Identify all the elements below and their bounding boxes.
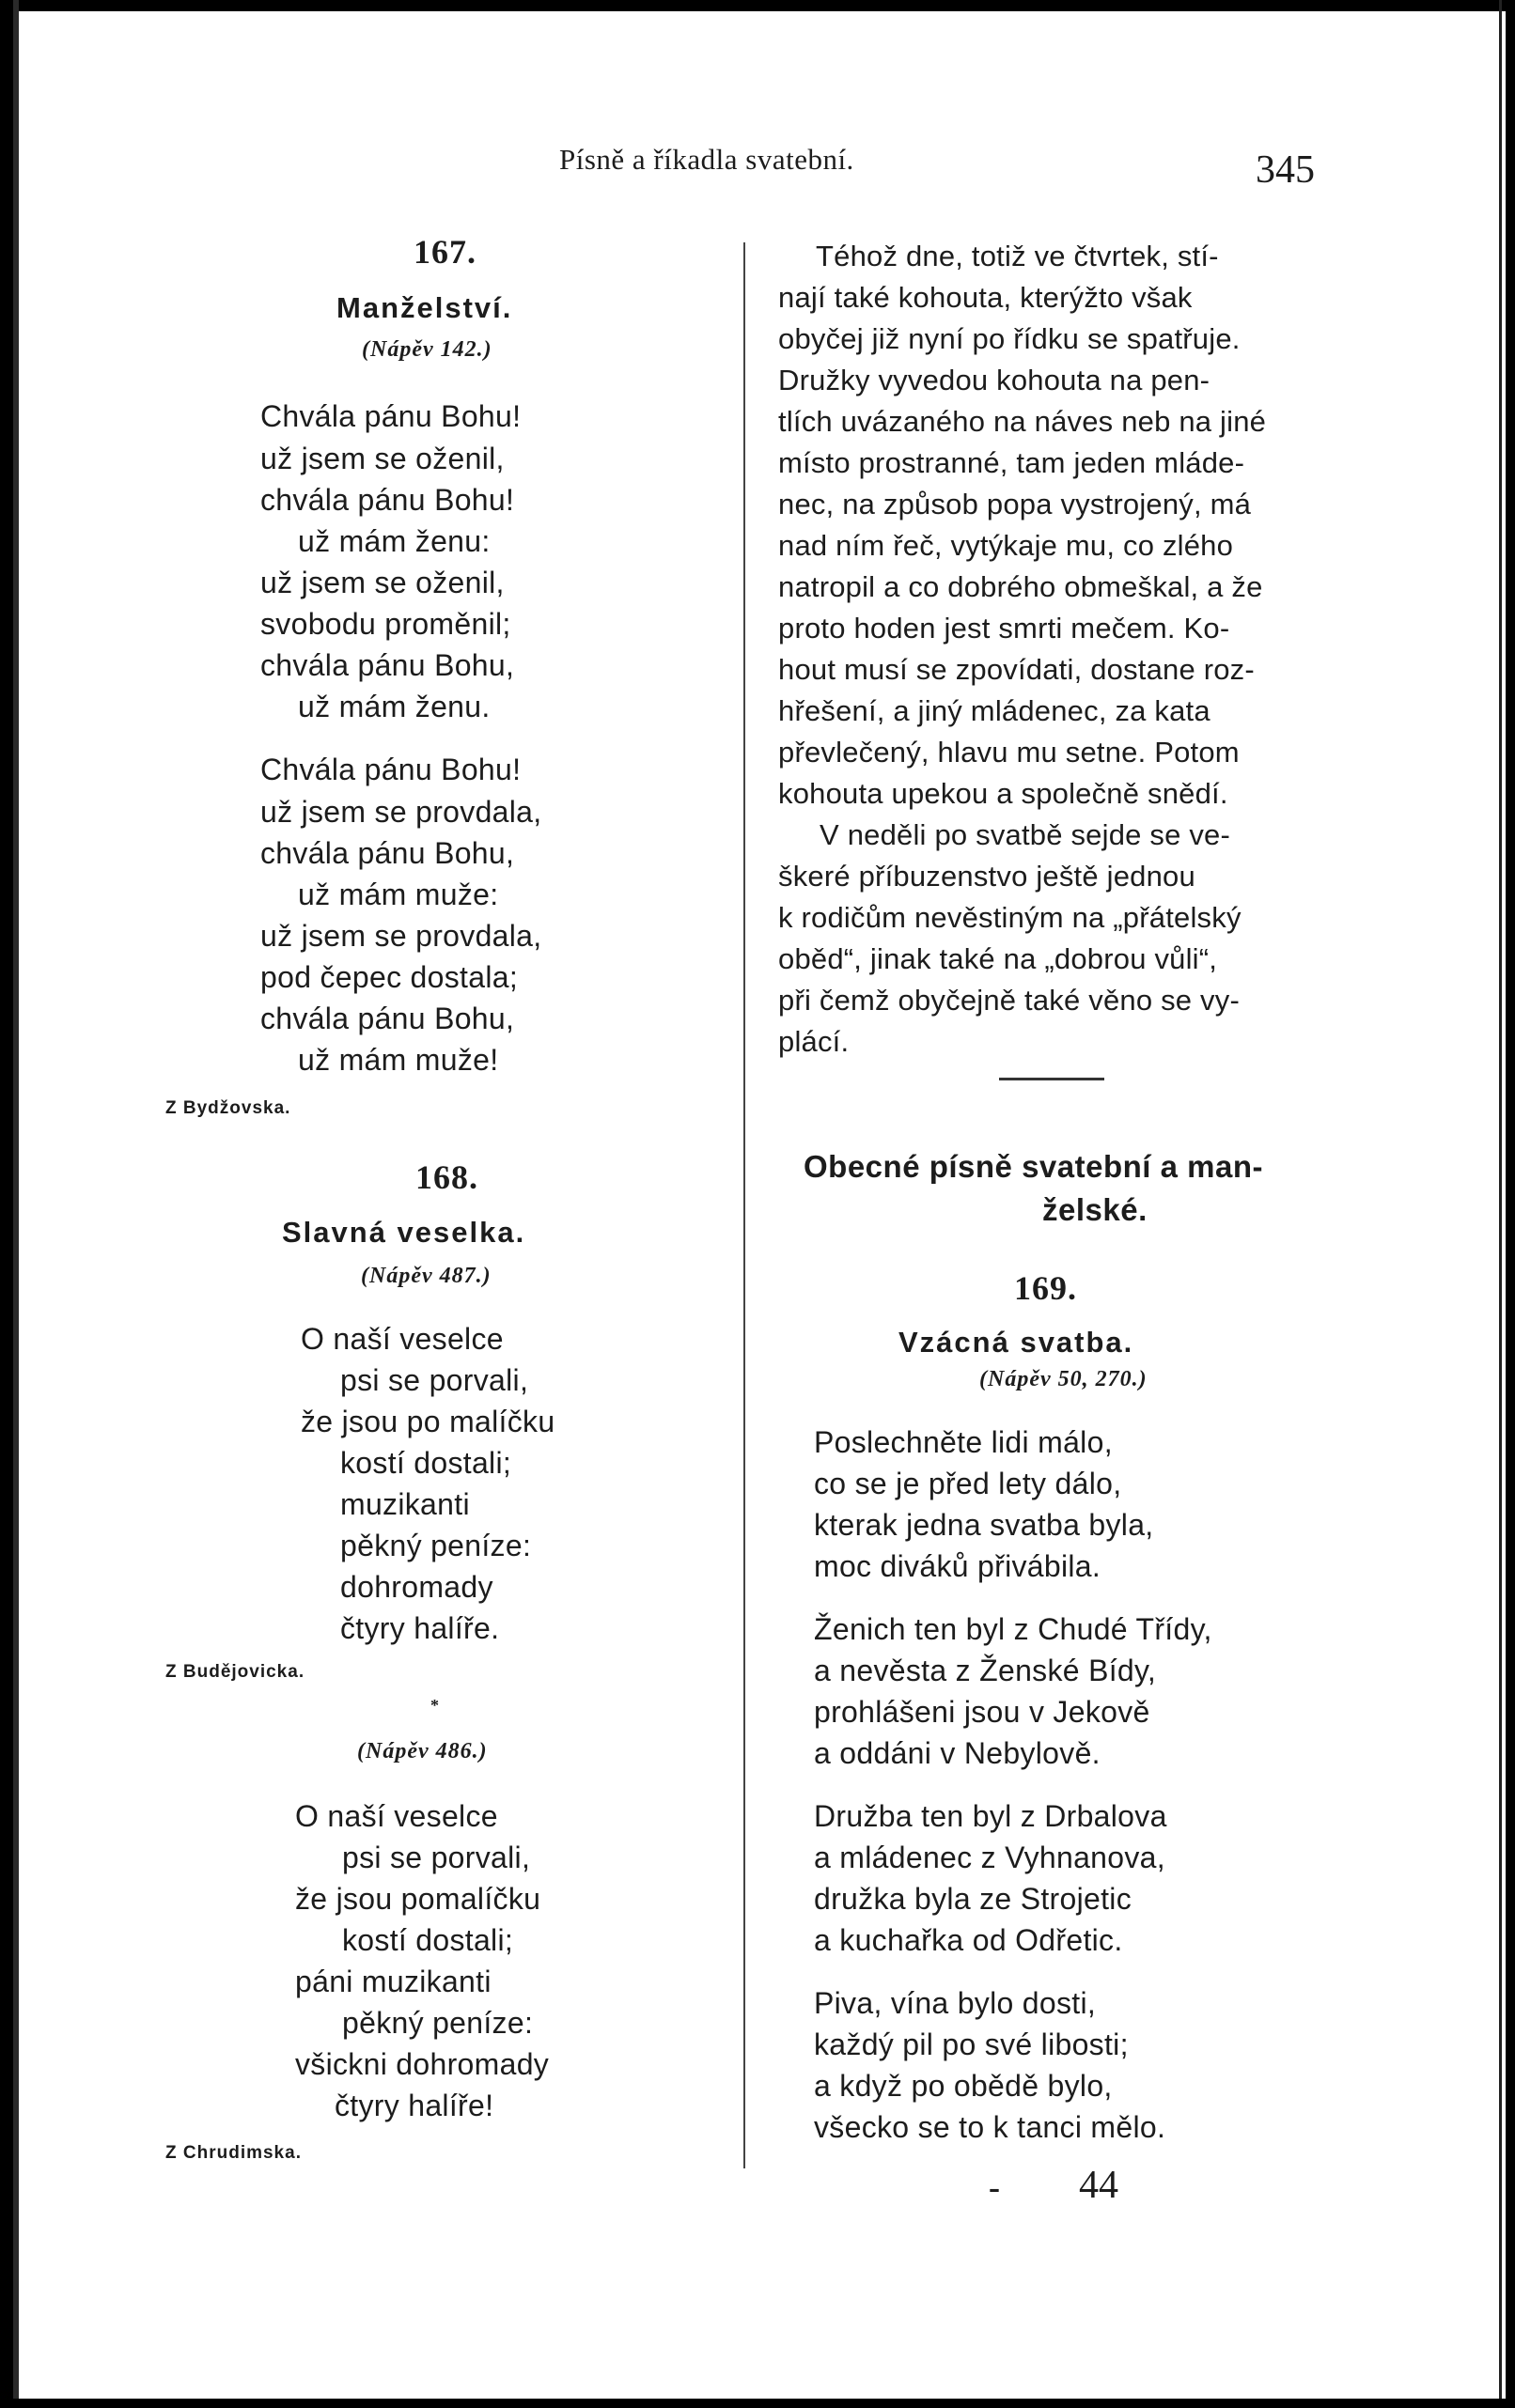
prose-line: tlích uvázaného na náves neb na jiné [778, 405, 1267, 438]
prose-line: k rodičům nevěstiným na „přátelský [778, 901, 1242, 934]
prose-line: obyčej již nyní po řídku se spatřuje. [778, 322, 1241, 355]
song-169-line: a oddáni v Nebylově. [814, 1736, 1101, 1770]
song-167-tune: (Nápěv 142.) [362, 337, 492, 362]
prose-line: Téhož dne, totiž ve čtvrtek, stí- [816, 240, 1219, 272]
song-169-line: družka byla ze Strojetic [814, 1882, 1132, 1916]
song-167-line: Chvála pánu Bohu! [260, 753, 522, 786]
song-168-tune: (Nápěv 487.) [361, 1264, 492, 1288]
prose-line: hřešení, a jiný mládenec, za kata [778, 694, 1210, 727]
song-169-line: a když po obědě bylo, [814, 2069, 1113, 2103]
scan-border-left [0, 0, 13, 2408]
song-167-line: už jsem se oženil, [260, 566, 505, 599]
signature-mark: 44 [1079, 2164, 1118, 2207]
song-167-source: Z Bydžovska. [165, 1098, 291, 1118]
song-169-line: Ženich ten byl z Chudé Třídy, [814, 1612, 1212, 1646]
variant-mark: * [430, 1696, 439, 1715]
song-169-tune: (Nápěv 50, 270.) [979, 1367, 1148, 1391]
song-169-line: prohlášeni jsou v Jekově [814, 1695, 1150, 1729]
prose-line: nad ním řeč, vytýkaje mu, co zlého [778, 529, 1234, 562]
prose-line: nají také kohouta, kterýžto však [778, 281, 1193, 314]
song-167-number: 167. [414, 233, 476, 271]
prose-line: místo prostranné, tam jeden mláde- [778, 446, 1245, 479]
song-167-line: Chvála pánu Bohu! [260, 399, 522, 433]
song-169-line: moc diváků přivábila. [814, 1549, 1101, 1583]
song-168-variant-tune: (Nápěv 486.) [357, 1739, 488, 1763]
song-167-line: už mám muže: [298, 878, 499, 911]
scan-border-left-inner [13, 0, 19, 2408]
song-169-line: co se je před lety dálo, [814, 1467, 1122, 1500]
song-168-variant-source: Z Chrudimska. [165, 2143, 302, 2163]
song-168-line: dohromady [340, 1570, 493, 1604]
section-rule [999, 1078, 1104, 1080]
prose-line: při čemž obyčejně také věno se vy- [778, 984, 1240, 1017]
song-169-line: každý pil po své libosti; [814, 2027, 1129, 2061]
song-169-line: Piva, vína bylo dosti, [814, 1986, 1097, 2020]
song-169-line: a nevěsta z Ženské Bídy, [814, 1654, 1157, 1687]
prose-line: V neděli po svatbě sejde se ve- [820, 818, 1231, 851]
song-168-variant-line: pěkný peníze: [342, 2006, 534, 2040]
song-168-title: Slavná veselka. [282, 1216, 526, 1249]
song-169-line: Družba ten byl z Drbalova [814, 1799, 1167, 1833]
song-167-line: svobodu proměnil; [260, 607, 511, 641]
running-header: Písně a říkadla svatební. [559, 143, 854, 176]
song-168-variant-line: že jsou pomalíčku [295, 1882, 541, 1916]
song-168-line: čtyry halíře. [340, 1611, 500, 1645]
song-169-title: Vzácná svatba. [898, 1326, 1134, 1359]
prose-line: natropil a co dobrého obmeškal, a že [778, 570, 1263, 603]
prose-line: hout musí se zpovídati, dostane roz- [778, 653, 1255, 686]
song-169-line: kterak jedna svatba byla, [814, 1508, 1154, 1542]
song-167-title: Manželství. [336, 291, 513, 324]
scan-border-right-inner [1499, 0, 1502, 2408]
song-167-line: chvála pánu Bohu! [260, 483, 515, 517]
song-168-number: 168. [415, 1158, 478, 1196]
prose-line: plácí. [778, 1025, 850, 1058]
prose-line: oběd“, jinak také na „dobrou vůli“, [778, 942, 1218, 975]
section-title-line1: Obecné písně svatební a man- [804, 1149, 1263, 1184]
song-168-line: že jsou po malíčku [301, 1405, 555, 1438]
song-167-line: chvála pánu Bohu, [260, 648, 515, 682]
prose-line: proto hoden jest smrti mečem. Ko- [778, 612, 1230, 645]
page-number: 345 [1256, 148, 1315, 192]
song-168-line: O naší veselce [301, 1322, 504, 1356]
prose-line: Družky vyvedou kohouta na pen- [778, 364, 1210, 396]
prose-line: nec, na způsob popa vystrojený, má [778, 488, 1252, 520]
song-168-variant-line: O naší veselce [295, 1799, 498, 1833]
prose-line: kohouta upekou a společně snědí. [778, 777, 1228, 810]
song-168-line: muzikanti [340, 1487, 470, 1521]
song-168-line: kostí dostali; [340, 1446, 512, 1480]
song-168-variant-line: páni muzikanti [295, 1965, 492, 1998]
song-169-line: a mládenec z Vyhnanova, [814, 1841, 1165, 1874]
song-167-line: už jsem se oženil, [260, 442, 505, 475]
song-167-line: chvála pánu Bohu, [260, 1002, 515, 1035]
prose-line: škeré příbuzenstvo ještě jednou [778, 860, 1195, 893]
song-169-line: Poslechněte lidi málo, [814, 1425, 1113, 1459]
section-title-line2: želské. [1042, 1192, 1148, 1227]
song-168-variant-line: kostí dostali; [342, 1923, 514, 1957]
scan-border-bottom [0, 2399, 1515, 2408]
song-167-line: už jsem se provdala, [260, 795, 542, 829]
song-169-line: všecko se to k tanci mělo. [814, 2110, 1166, 2144]
song-167-line: už mám ženu: [298, 524, 491, 558]
song-167-line: chvála pánu Bohu, [260, 836, 515, 870]
scan-border-right [1506, 0, 1515, 2408]
song-167-line: už jsem se provdala, [260, 919, 542, 953]
song-168-variant-line: všickni dohromady [295, 2047, 550, 2081]
song-168-line: pěkný peníze: [340, 1529, 532, 1562]
song-167-line: už mám muže! [298, 1043, 499, 1077]
song-168-source: Z Budějovicka. [165, 1662, 305, 1682]
song-168-variant-line: čtyry halíře! [335, 2089, 494, 2122]
signature-dash: - [989, 2168, 1000, 2206]
song-167-line: pod čepec dostala; [260, 960, 519, 994]
song-169-number: 169. [1014, 1269, 1077, 1307]
song-169-line: a kuchařka od Odřetic. [814, 1923, 1123, 1957]
song-167-line: už mám ženu. [298, 690, 491, 723]
song-168-line: psi se porvali, [340, 1363, 529, 1397]
column-divider [743, 242, 745, 2168]
scan-border-top [0, 0, 1515, 11]
song-168-variant-line: psi se porvali, [342, 1841, 531, 1874]
prose-line: převlečený, hlavu mu setne. Potom [778, 736, 1240, 769]
